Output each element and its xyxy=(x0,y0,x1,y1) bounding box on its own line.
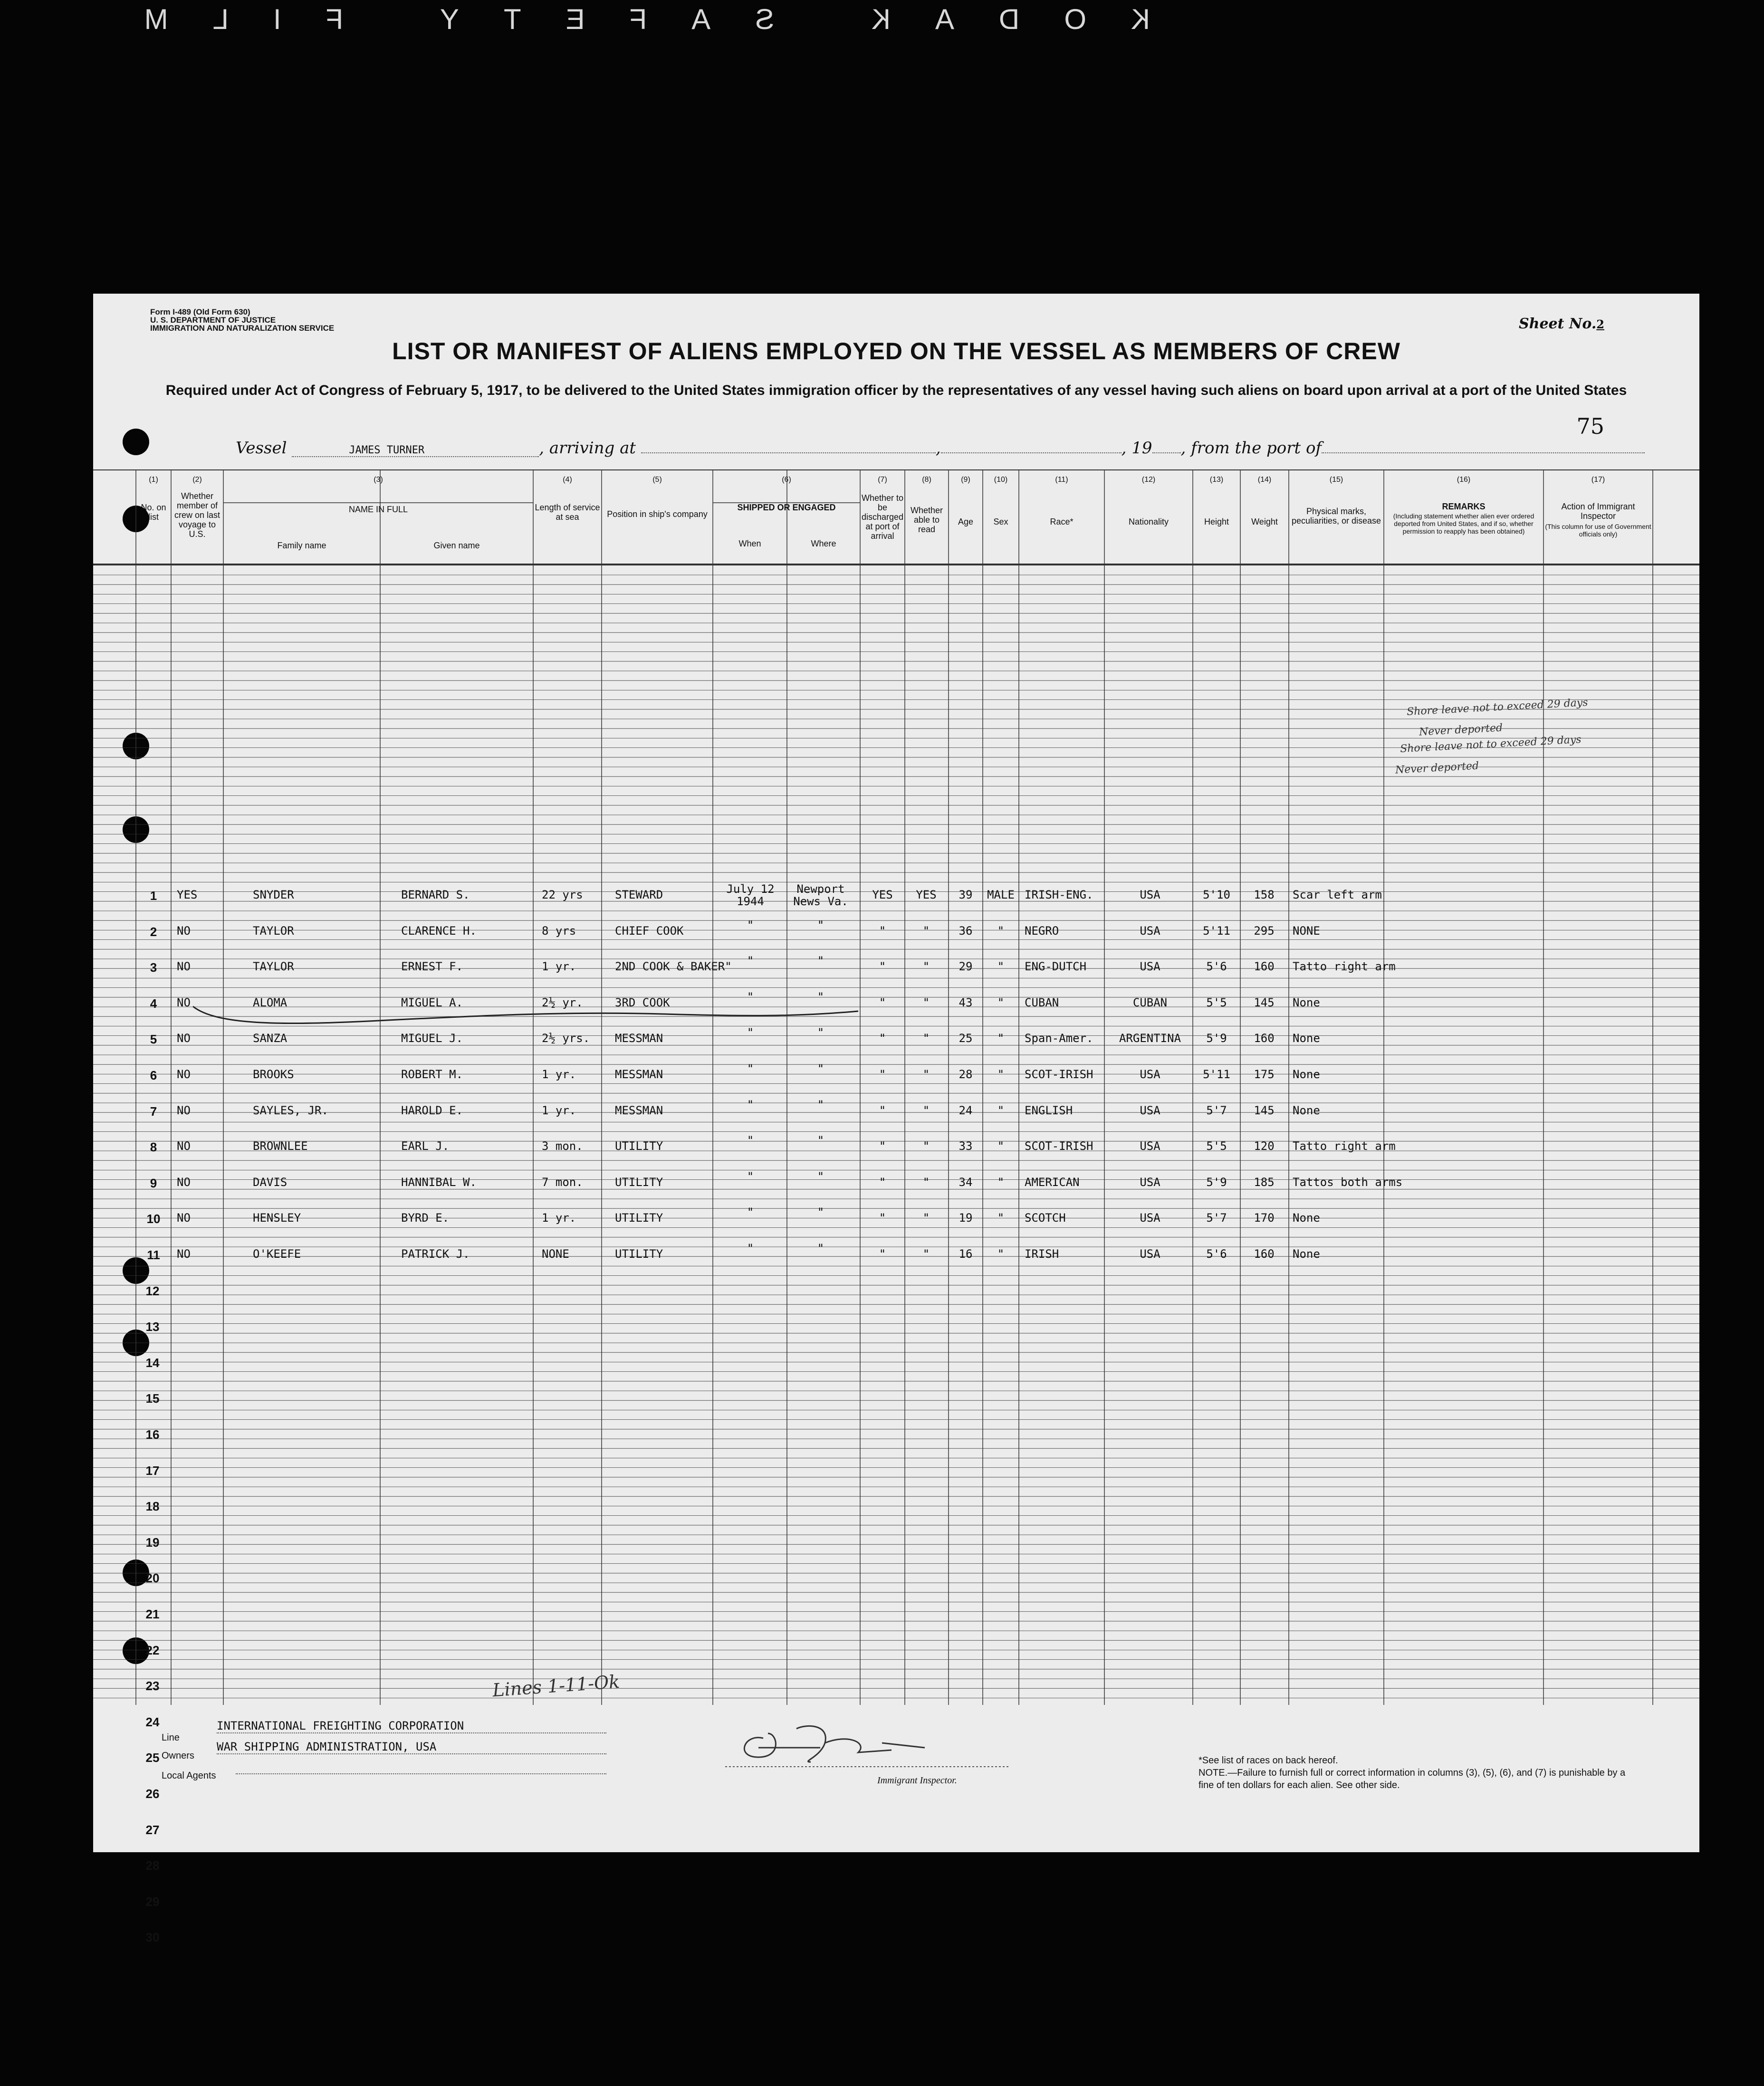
row-number: 18 xyxy=(145,1499,160,1514)
cell-given: ROBERT M. xyxy=(401,1068,463,1081)
cell-weight: 158 xyxy=(1254,888,1275,901)
cell-marks: Tattos both arms xyxy=(1293,1175,1403,1189)
column-number: (11) xyxy=(1055,476,1068,484)
cell-nationality: CUBAN xyxy=(1132,995,1168,1009)
cell-given: MIGUEL J. xyxy=(401,1032,463,1045)
cell-given: PATRICK J. xyxy=(401,1247,470,1261)
cell-family: BROWNLEE xyxy=(253,1139,308,1153)
cell-discharged: " xyxy=(879,1032,886,1045)
header-able-to-read: Whether able to read xyxy=(910,506,943,534)
header-age: Age xyxy=(958,517,974,526)
cell-sex: " xyxy=(997,1175,1005,1189)
cell-position: MESSMAN xyxy=(615,1103,663,1117)
header-position: Position in ship's company xyxy=(607,509,708,519)
cell-nationality: USA xyxy=(1140,1211,1160,1225)
cell-length: 1 yr. xyxy=(542,960,576,974)
cell-length: 22 yrs xyxy=(542,888,583,901)
cell-nationality: USA xyxy=(1140,888,1160,901)
cell-read: " xyxy=(922,1103,930,1117)
cell-marks: Scar left arm xyxy=(1293,888,1382,901)
column-number: (1) xyxy=(149,476,158,484)
cell-family: SAYLES, JR. xyxy=(253,1103,328,1117)
cell-n: 7 xyxy=(150,1104,157,1119)
cell-position: MESSMAN xyxy=(615,1032,663,1045)
column-number: (4) xyxy=(563,476,572,484)
cell-height: 5'11 xyxy=(1203,1068,1230,1081)
vessel-label: Vessel xyxy=(236,439,287,458)
header-length: Length of service at sea xyxy=(535,503,600,522)
cell-member: YES xyxy=(177,888,198,901)
cell-weight: 295 xyxy=(1254,924,1275,938)
cell-age: 36 xyxy=(959,924,973,938)
cell-given: HANNIBAL W. xyxy=(401,1175,477,1189)
cell-when: " xyxy=(747,1242,754,1255)
cell-n: 6 xyxy=(150,1068,157,1082)
cell-when: " xyxy=(747,1169,754,1183)
cell-given: EARL J. xyxy=(401,1139,450,1153)
cell-given: CLARENCE H. xyxy=(401,924,477,938)
cell-when: " xyxy=(747,1134,754,1148)
cell-marks: Tatto right arm xyxy=(1293,960,1396,974)
cell-sex: " xyxy=(997,1032,1005,1045)
row-number: 16 xyxy=(145,1427,160,1442)
cell-age: 19 xyxy=(959,1211,973,1225)
cell-age: 24 xyxy=(959,1103,973,1117)
owners-label: Owners xyxy=(162,1751,194,1761)
cell-height: 5'6 xyxy=(1206,1247,1227,1261)
vessel-name: JAMES TURNER xyxy=(292,444,539,457)
header-shipped: SHIPPED OR ENGAGED xyxy=(737,503,836,512)
cell-race: Span-Amer. xyxy=(1025,1032,1093,1045)
cell-height: 5'7 xyxy=(1206,1103,1227,1117)
cell-sex: MALE xyxy=(987,888,1015,901)
cell-member: NO xyxy=(177,924,191,938)
cell-when: " xyxy=(747,954,754,968)
header-no: No. on list xyxy=(141,503,166,522)
cell-marks: None xyxy=(1293,1032,1320,1045)
cell-member: NO xyxy=(177,995,191,1009)
header-where: Where xyxy=(811,539,836,548)
column-number: (5) xyxy=(652,476,662,484)
cell-given: BYRD E. xyxy=(401,1211,450,1225)
local-agents-field xyxy=(236,1760,606,1774)
cell-nationality: USA xyxy=(1140,1103,1160,1117)
cell-nationality: USA xyxy=(1140,924,1160,938)
cell-read: " xyxy=(922,1247,930,1261)
cell-sex: " xyxy=(997,960,1005,974)
column-number: (12) xyxy=(1141,476,1156,484)
form-number: Form I-489 (Old Form 630) xyxy=(150,307,250,316)
cell-discharged: " xyxy=(879,924,886,938)
cell-family: DAVIS xyxy=(253,1175,288,1189)
cell-sex: " xyxy=(997,1068,1005,1081)
cell-height: 5'6 xyxy=(1206,960,1227,974)
cell-n: 5 xyxy=(150,1032,157,1047)
cell-position: 2ND COOK & BAKER" xyxy=(615,960,732,974)
page-subtitle: Required under Act of Congress of February 5, 1917, to be delivered to the United States immigration officer by the representatives of any vessel having such aliens on board upon arrival at a port of the United States xyxy=(165,383,1627,398)
cell-discharged: " xyxy=(879,960,886,974)
race-note: *See list of races on back hereof. xyxy=(1198,1755,1338,1766)
cell-marks: NONE xyxy=(1293,924,1320,938)
cell-when: " xyxy=(747,1026,754,1040)
cell-where: Newport News Va. xyxy=(793,882,848,908)
column-number: (16) xyxy=(1457,476,1471,484)
cell-read: YES xyxy=(916,888,937,901)
cell-nationality: USA xyxy=(1140,1139,1160,1153)
cell-age: 29 xyxy=(959,960,973,974)
cell-height: 5'11 xyxy=(1203,924,1230,938)
cell-nationality: USA xyxy=(1140,1247,1160,1261)
department-name: U. S. DEPARTMENT OF JUSTICE xyxy=(150,316,276,325)
cell-n: 3 xyxy=(150,960,157,975)
cell-discharged: " xyxy=(879,1211,886,1225)
cell-family: BROOKS xyxy=(253,1068,294,1081)
cell-position: UTILITY xyxy=(615,1211,663,1225)
column-number: (6) xyxy=(782,476,791,484)
cell-member: NO xyxy=(177,1211,191,1225)
cell-weight: 145 xyxy=(1254,1103,1275,1117)
cell-race: NEGRO xyxy=(1025,924,1059,938)
row-number: 24 xyxy=(145,1714,160,1729)
cell-weight: 175 xyxy=(1254,1068,1275,1081)
header-given-name: Given name xyxy=(433,541,480,550)
cell-position: CHIEF COOK xyxy=(615,924,684,938)
cell-marks: Tatto right arm xyxy=(1293,1139,1396,1153)
arrival-date-field xyxy=(941,452,1122,453)
cell-length: 1 yr. xyxy=(542,1068,576,1081)
cell-when: " xyxy=(747,1062,754,1075)
cell-race: AMERICAN xyxy=(1025,1175,1080,1189)
owners-value: WAR SHIPPING ADMINISTRATION, USA xyxy=(217,1740,606,1754)
cell-when: " xyxy=(747,918,754,932)
cell-age: 16 xyxy=(959,1247,973,1261)
handwritten-remark: Never deported xyxy=(1395,760,1479,776)
cell-weight: 170 xyxy=(1254,1211,1275,1225)
manifest-sheet xyxy=(93,294,1699,1945)
year-label: , 19 xyxy=(1121,439,1152,458)
cell-nationality: USA xyxy=(1140,1068,1160,1081)
cell-n: 2 xyxy=(150,924,157,939)
cell-position: STEWARD xyxy=(615,888,663,901)
cell-position: UTILITY xyxy=(615,1175,663,1189)
column-number: (2) xyxy=(192,476,202,484)
sheet-value: 2 xyxy=(1596,317,1604,331)
line-label: Line xyxy=(162,1732,180,1743)
cell-read: " xyxy=(922,995,930,1009)
cell-age: 25 xyxy=(959,1032,973,1045)
row-number: 17 xyxy=(145,1463,160,1478)
from-port-label: , from the port of xyxy=(1180,439,1322,458)
from-port-field xyxy=(1322,452,1645,453)
cell-when: " xyxy=(747,1206,754,1219)
cell-marks: None xyxy=(1293,1068,1320,1081)
cell-sex: " xyxy=(997,1139,1005,1153)
fine-note: NOTE.—Failure to furnish full or correct information in columns (3), (5), (6), and (7) is punishable by a fine of ten dollars for each alien. See other side. xyxy=(1198,1768,1626,1790)
cell-read: " xyxy=(922,1175,930,1189)
cell-member: NO xyxy=(177,960,191,974)
cell-n: 4 xyxy=(150,996,157,1011)
cell-weight: 160 xyxy=(1254,1247,1275,1261)
cell-weight: 145 xyxy=(1254,995,1275,1009)
cell-sex: " xyxy=(997,1103,1005,1117)
cell-family: TAYLOR xyxy=(253,960,294,974)
cell-discharged: " xyxy=(879,1139,886,1153)
cell-race: SCOTCH xyxy=(1025,1211,1066,1225)
row-number: 26 xyxy=(145,1787,160,1801)
cell-member: NO xyxy=(177,1247,191,1261)
header-name-in-full: NAME IN FULL xyxy=(348,505,408,514)
cell-discharged: " xyxy=(879,1103,886,1117)
cell-length: NONE xyxy=(542,1247,569,1261)
cell-where: " xyxy=(817,1169,824,1183)
cell-race: IRISH xyxy=(1025,1247,1059,1261)
cell-nationality: USA xyxy=(1140,960,1160,974)
cell-position: UTILITY xyxy=(615,1247,663,1261)
header-action-note: (This column for use of Government officials only) xyxy=(1545,523,1651,538)
inspector-signature xyxy=(725,1714,1010,1771)
column-number: (3) xyxy=(374,476,383,484)
cell-when: July 12 1944 xyxy=(726,882,775,908)
cell-given: ERNEST F. xyxy=(401,960,463,974)
cell-height: 5'5 xyxy=(1206,995,1227,1009)
end-of-list-stroke xyxy=(188,997,863,1035)
handwritten-remark: Shore leave not to exceed 29 days xyxy=(1400,734,1582,755)
cell-weight: 120 xyxy=(1254,1139,1275,1153)
film-edge-text: KODAK SAFETY FILM xyxy=(99,3,1150,35)
cell-position: UTILITY xyxy=(615,1139,663,1153)
row-number: 30 xyxy=(145,1930,160,1945)
column-number: (14) xyxy=(1257,476,1272,484)
cell-age: 33 xyxy=(959,1139,973,1153)
cell-read: " xyxy=(922,1211,930,1225)
cell-height: 5'5 xyxy=(1206,1139,1227,1153)
cell-weight: 160 xyxy=(1254,1032,1275,1045)
cell-read: " xyxy=(922,960,930,974)
column-number: (7) xyxy=(878,476,887,484)
cell-race: IRISH-ENG. xyxy=(1025,888,1093,901)
sheet-label: Sheet No. xyxy=(1518,316,1597,332)
manifest-grid xyxy=(93,469,1699,1705)
column-number: (10) xyxy=(994,476,1008,484)
handwritten-lines-note: Lines 1-11-Ok xyxy=(491,1671,621,1701)
cell-discharged: " xyxy=(879,995,886,1009)
cell-discharged: YES xyxy=(872,888,893,901)
cell-family: SANZA xyxy=(253,1032,288,1045)
cell-marks: None xyxy=(1293,1211,1320,1225)
row-number: 22 xyxy=(145,1643,160,1657)
cell-race: ENGLISH xyxy=(1025,1103,1073,1117)
column-number: (8) xyxy=(922,476,931,484)
cell-member: NO xyxy=(177,1103,191,1117)
cell-race: CUBAN xyxy=(1025,995,1059,1009)
header-physical-marks: Physical marks, peculiarities, or disease xyxy=(1291,507,1381,526)
cell-weight: 160 xyxy=(1254,960,1275,974)
row-number: 23 xyxy=(145,1679,160,1694)
cell-member: NO xyxy=(177,1032,191,1045)
cell-member: NO xyxy=(177,1175,191,1189)
cell-where: " xyxy=(817,954,824,968)
cell-race: ENG-DUTCH xyxy=(1025,960,1087,974)
cell-read: " xyxy=(922,1139,930,1153)
cell-read: " xyxy=(922,1032,930,1045)
cell-where: " xyxy=(817,1134,824,1148)
row-number: 19 xyxy=(145,1535,160,1550)
sheet-number xyxy=(1519,316,1604,332)
inspector-label: Immigrant Inspector. xyxy=(877,1775,957,1786)
header-remarks: REMARKS xyxy=(1442,502,1486,511)
cell-length: 1 yr. xyxy=(542,1211,576,1225)
cell-length: 1 yr. xyxy=(542,1103,576,1117)
handwritten-remark: Shore leave not to exceed 29 days xyxy=(1406,697,1589,718)
cell-race: SCOT-IRISH xyxy=(1025,1139,1093,1153)
row-number: 13 xyxy=(145,1320,160,1334)
cell-member: NO xyxy=(177,1068,191,1081)
cell-length: 7 mon. xyxy=(542,1175,583,1189)
column-number: (15) xyxy=(1329,476,1343,484)
row-number: 20 xyxy=(145,1571,160,1586)
row-number: 12 xyxy=(145,1283,160,1298)
cell-position: MESSMAN xyxy=(615,1068,663,1081)
cell-given: HAROLD E. xyxy=(401,1103,463,1117)
line-value: INTERNATIONAL FREIGHTING CORPORATION xyxy=(217,1719,606,1733)
cell-height: 5'7 xyxy=(1206,1211,1227,1225)
cell-position: 3RD COOK xyxy=(615,995,670,1009)
cell-sex: " xyxy=(997,1247,1005,1261)
cell-n: 10 xyxy=(146,1212,161,1226)
cell-marks: None xyxy=(1293,1103,1320,1117)
header-action: Action of Immigrant Inspector xyxy=(1561,502,1635,521)
cell-family: ALOMA xyxy=(253,995,288,1009)
header-race: Race* xyxy=(1050,517,1074,526)
header-discharged: Whether to be discharged at port of arrival xyxy=(861,493,904,541)
cell-given: MIGUEL A. xyxy=(401,995,463,1009)
cell-read: " xyxy=(922,1068,930,1081)
cell-age: 34 xyxy=(959,1175,973,1189)
handwritten-remark: Never deported xyxy=(1419,722,1503,738)
cell-where: " xyxy=(817,1242,824,1255)
cell-n: 9 xyxy=(150,1176,157,1190)
cell-n: 8 xyxy=(150,1140,157,1155)
service-name: IMMIGRATION AND NATURALIZATION SERVICE xyxy=(150,324,335,333)
header-family-name: Family name xyxy=(277,541,326,550)
cell-length: 2½ yr. xyxy=(542,995,583,1009)
page-number: 75 xyxy=(1576,413,1604,439)
cell-length: 8 yrs xyxy=(542,924,576,938)
column-number: (9) xyxy=(961,476,970,484)
cell-discharged: " xyxy=(879,1247,886,1261)
cell-weight: 185 xyxy=(1254,1175,1275,1189)
page-title: LIST OR MANIFEST OF ALIENS EMPLOYED ON THE VESSEL AS MEMBERS OF CREW xyxy=(392,338,1400,364)
header-weight: Weight xyxy=(1251,517,1278,526)
local-agents-label: Local Agents xyxy=(162,1770,216,1781)
cell-given: BERNARD S. xyxy=(401,888,470,901)
cell-where: " xyxy=(817,1206,824,1219)
cell-race: SCOT-IRISH xyxy=(1025,1068,1093,1081)
cell-family: O'KEEFE xyxy=(253,1247,301,1261)
cell-family: HENSLEY xyxy=(253,1211,301,1225)
cell-age: 28 xyxy=(959,1068,973,1081)
cell-nationality: USA xyxy=(1140,1175,1160,1189)
cell-height: 5'10 xyxy=(1203,888,1230,901)
row-number: 21 xyxy=(145,1607,160,1621)
header-sex: Sex xyxy=(993,517,1008,526)
cell-sex: " xyxy=(997,924,1005,938)
row-number: 29 xyxy=(145,1894,160,1909)
cell-where: " xyxy=(817,1098,824,1111)
cell-when: " xyxy=(747,1098,754,1111)
row-number: 14 xyxy=(145,1355,160,1370)
vessel-line: Vessel JAMES TURNER , arriving at , , 19 , from the port of xyxy=(236,439,1645,458)
punch-hole xyxy=(123,429,149,455)
cell-age: 43 xyxy=(959,995,973,1009)
year-field xyxy=(1152,452,1181,453)
column-number: (13) xyxy=(1209,476,1224,484)
column-number: (17) xyxy=(1591,476,1605,484)
cell-discharged: " xyxy=(879,1175,886,1189)
cell-where: " xyxy=(817,1062,824,1075)
cell-where: " xyxy=(817,918,824,932)
cell-height: 5'9 xyxy=(1206,1175,1227,1189)
arriving-port-field xyxy=(641,452,936,453)
cell-family: TAYLOR xyxy=(253,924,294,938)
row-number: 27 xyxy=(145,1822,160,1837)
cell-length: 2½ yrs. xyxy=(542,1032,590,1045)
cell-marks: None xyxy=(1293,995,1320,1009)
cell-where: " xyxy=(817,990,824,1004)
cell-n: 1 xyxy=(150,889,157,903)
arriving-label: , arriving at xyxy=(539,439,636,458)
header-when: When xyxy=(738,539,761,548)
cell-sex: " xyxy=(997,1211,1005,1225)
cell-member: NO xyxy=(177,1139,191,1153)
row-number: 28 xyxy=(145,1858,160,1873)
row-number: 25 xyxy=(145,1751,160,1765)
cell-n: 11 xyxy=(147,1248,160,1262)
cell-where: " xyxy=(817,1026,824,1040)
cell-discharged: " xyxy=(879,1068,886,1081)
cell-when: " xyxy=(747,990,754,1004)
cell-family: SNYDER xyxy=(253,888,294,901)
cell-marks: None xyxy=(1293,1247,1320,1261)
cell-age: 39 xyxy=(959,888,973,901)
cell-read: " xyxy=(922,924,930,938)
cell-length: 3 mon. xyxy=(542,1139,583,1153)
row-number: 15 xyxy=(145,1391,160,1406)
cell-sex: " xyxy=(997,995,1005,1009)
cell-height: 5'9 xyxy=(1206,1032,1227,1045)
cell-nationality: ARGENTINA xyxy=(1119,1032,1181,1045)
header-member: Whether member of crew on last voyage to U.S. xyxy=(174,491,220,539)
header-remarks-note: (Including statement whether alien ever ordered deported from United States, and if so, whether permission to reapply has been obtained) xyxy=(1393,512,1534,535)
form-identifier xyxy=(150,308,334,332)
header-nationality: Nationality xyxy=(1128,517,1169,526)
header-height: Height xyxy=(1204,517,1229,526)
